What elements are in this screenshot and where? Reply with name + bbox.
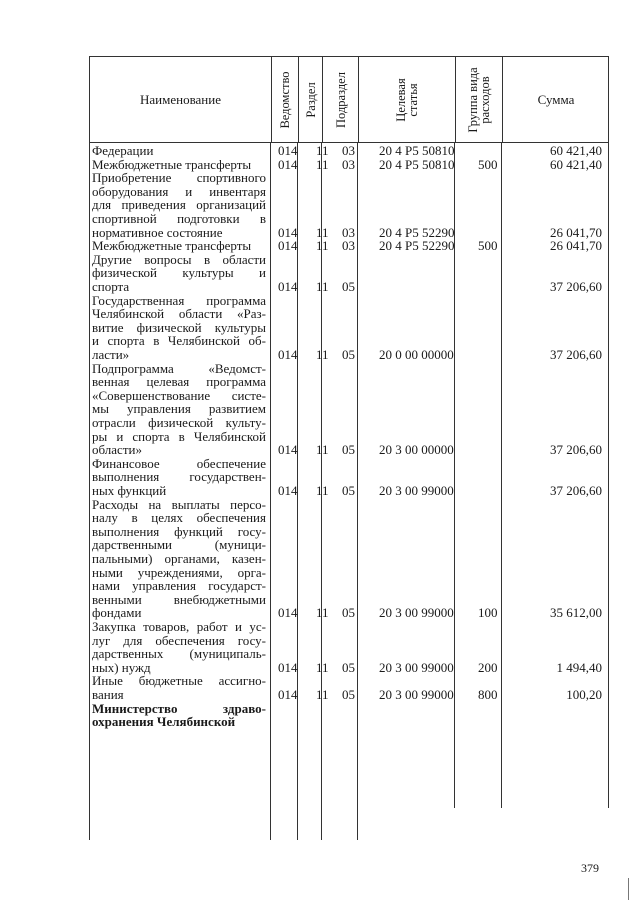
row-razdel: 11	[316, 659, 329, 675]
row-name-line: фондами	[92, 605, 142, 621]
header-gruppa-line2: расходов	[478, 76, 492, 124]
row-name-line: вания	[92, 686, 124, 702]
row-celevaya: 20 3 00 99000	[379, 686, 454, 702]
row-name-line: венными внебюджетными	[92, 591, 266, 607]
row-summa: 35 612,00	[550, 605, 602, 621]
row-vedomstvo: 014	[278, 442, 298, 458]
page-edge-mark	[628, 878, 629, 900]
row-name	[92, 620, 266, 674]
table-row	[0, 253, 640, 294]
row-name-line: спортивной подготовки в	[92, 210, 266, 226]
row-podrazdel: 05	[342, 686, 355, 702]
row-name-line: отрасли физической культу-	[92, 414, 266, 430]
row-summa: 1 494,40	[556, 659, 602, 675]
row-gruppa: 100	[478, 605, 498, 621]
row-celevaya: 20 0 00 00000	[379, 346, 454, 362]
row-name-line: дарственных (муниципаль-	[92, 646, 266, 662]
row-name-line: пальными) органами, казен-	[92, 550, 266, 566]
row-name-line: Другие вопросы в области	[92, 251, 266, 267]
row-name-line: венная целевая программа	[92, 374, 266, 390]
row-summa: 60 421,40	[550, 156, 602, 172]
row-name-line: нормативное состояние	[92, 224, 223, 240]
table-row	[0, 457, 640, 498]
row-name	[92, 674, 266, 701]
row-name-line: Государственная программа	[92, 292, 266, 308]
row-name	[92, 457, 266, 498]
row-name-line: физической культуры и	[92, 265, 266, 281]
row-summa: 60 421,40	[550, 143, 602, 158]
row-name-line: охранения Челябинской	[92, 714, 236, 730]
row-podrazdel: 05	[342, 482, 355, 498]
row-name-line: и спорта в Челябинской об-	[92, 333, 266, 349]
header-celevaya-label	[395, 78, 419, 121]
table-row	[0, 702, 640, 729]
header-podrazdel	[322, 57, 358, 143]
row-podrazdel: 03	[342, 156, 355, 172]
row-podrazdel: 03	[342, 238, 355, 254]
row-razdel: 11	[316, 482, 329, 498]
table-row	[0, 144, 640, 158]
table-row	[0, 674, 640, 701]
header-celevaya	[358, 57, 455, 143]
row-name-line: нами управления государст-	[92, 578, 266, 594]
row-vedomstvo: 014	[278, 346, 298, 362]
row-summa: 100,20	[566, 686, 602, 702]
row-name-line: оборудования и инвентаря	[92, 183, 266, 199]
header-summa-label: Сумма	[537, 92, 575, 107]
row-name-line: ными учреждениями, орга-	[92, 564, 266, 580]
table-row	[0, 171, 640, 239]
row-summa: 37 206,60	[550, 442, 602, 458]
row-podrazdel: 05	[342, 346, 355, 362]
row-celevaya: 20 4 P5 50810	[379, 156, 455, 172]
header-gruppa	[455, 57, 502, 143]
row-name-line: Приобретение спортивного	[92, 170, 266, 186]
row-name-line: витие физической культуры	[92, 319, 266, 335]
page-number: 379	[581, 861, 599, 875]
row-name-line: Министерство здраво-	[92, 700, 266, 716]
row-name	[92, 362, 266, 457]
table-header	[89, 56, 609, 143]
row-podrazdel: 05	[342, 442, 355, 458]
row-name-line: ных функций	[92, 482, 167, 498]
header-summa	[502, 57, 609, 143]
row-celevaya: 20 3 00 99000	[379, 482, 454, 498]
row-name	[92, 171, 266, 239]
header-celevaya-line1: Целевая	[394, 78, 408, 122]
row-name-line: Подпрограмма «Ведомст-	[92, 360, 266, 376]
header-name	[90, 57, 271, 143]
row-razdel: 11	[316, 686, 329, 702]
row-name-line: Закупка товаров, работ и ус-	[92, 619, 266, 634]
row-name	[92, 144, 266, 158]
row-name-line: луг для обеспечения госу-	[92, 632, 266, 648]
row-name-line: Межбюджетные трансферты	[92, 156, 252, 172]
row-name-line: налу в целях обеспечения	[92, 510, 266, 526]
row-razdel: 11	[316, 346, 329, 362]
row-podrazdel: 05	[342, 659, 355, 675]
row-razdel: 11	[316, 224, 329, 240]
row-vedomstvo: 014	[278, 224, 298, 240]
row-summa: 26 041,70	[550, 224, 602, 240]
row-vedomstvo: 014	[278, 156, 298, 172]
row-podrazdel: 05	[342, 278, 355, 294]
row-summa: 37 206,60	[550, 346, 602, 362]
row-celevaya: 20 4 P5 52290	[379, 224, 455, 240]
row-razdel: 11	[316, 238, 329, 254]
row-name-line: мы управления развитием	[92, 401, 266, 417]
row-vedomstvo: 014	[278, 278, 298, 294]
row-razdel: 11	[316, 605, 329, 621]
row-razdel: 11	[316, 442, 329, 458]
row-summa: 37 206,60	[550, 278, 602, 294]
row-name-line: Федерации	[92, 143, 154, 158]
header-gruppa-line1: Группа вида	[466, 67, 480, 133]
row-name	[92, 253, 266, 294]
row-name-line: Финансовое обеспечение	[92, 455, 266, 471]
table-row	[0, 620, 640, 674]
header-podrazdel-label: Подраздел	[333, 72, 348, 128]
row-vedomstvo: 014	[278, 605, 298, 621]
row-name-line: «Совершенствование систе-	[92, 387, 266, 403]
row-name-line: выполнения функций госу-	[92, 523, 266, 539]
row-gruppa: 500	[478, 156, 498, 172]
row-summa: 26 041,70	[550, 238, 602, 254]
row-name-line: ласти»	[92, 346, 130, 362]
table-row	[0, 498, 640, 620]
row-razdel: 11	[316, 278, 329, 294]
row-name-line: Иные бюджетные ассигно-	[92, 673, 266, 689]
row-podrazdel: 05	[342, 605, 355, 621]
row-name-line: для приведения организаций	[92, 197, 266, 213]
row-vedomstvo: 014	[278, 238, 298, 254]
row-summa: 37 206,60	[550, 482, 602, 498]
row-vedomstvo: 014	[278, 143, 298, 158]
row-name-line: Расходы на выплаты персо-	[92, 496, 266, 512]
header-name-label: Наименование	[140, 92, 221, 107]
header-razdel-label: Раздел	[303, 82, 318, 118]
header-celevaya-line2: статья	[406, 83, 420, 117]
row-podrazdel: 03	[342, 143, 355, 158]
row-name	[92, 239, 266, 253]
table-row	[0, 239, 640, 253]
row-razdel: 11	[316, 143, 329, 158]
header-gruppa-label	[467, 67, 491, 132]
table-row	[0, 158, 640, 172]
row-name	[92, 158, 266, 172]
row-gruppa: 500	[478, 238, 498, 254]
row-name-line: ры и спорта в Челябинской	[92, 428, 266, 444]
row-name-line: Челябинской области «Раз-	[92, 306, 266, 322]
row-name-line: дарственными (муници-	[92, 537, 266, 553]
row-name	[92, 702, 266, 729]
row-celevaya: 20 3 00 99000	[379, 659, 454, 675]
header-vedomstvo	[271, 57, 298, 143]
row-celevaya: 20 4 P5 52290	[379, 238, 455, 254]
row-name-line: ных) нужд	[92, 659, 151, 675]
row-celevaya: 20 4 P5 50810	[379, 143, 455, 158]
row-name-line: спорта	[92, 278, 130, 294]
table-row	[0, 294, 640, 362]
row-name-line: выполнения государствен-	[92, 469, 266, 485]
row-name-line: Межбюджетные трансферты	[92, 238, 252, 254]
row-celevaya: 20 3 00 00000	[379, 442, 454, 458]
row-gruppa: 200	[478, 659, 498, 675]
row-name	[92, 498, 266, 620]
row-name	[92, 294, 266, 362]
row-vedomstvo: 014	[278, 686, 298, 702]
row-gruppa: 800	[478, 686, 498, 702]
row-razdel: 11	[316, 156, 329, 172]
header-vedomstvo-label: Ведомство	[278, 71, 292, 129]
row-vedomstvo: 014	[278, 659, 298, 675]
table-row	[0, 362, 640, 457]
row-vedomstvo: 014	[278, 482, 298, 498]
row-podrazdel: 03	[342, 224, 355, 240]
row-name-line: области»	[92, 442, 142, 458]
row-celevaya: 20 3 00 99000	[379, 605, 454, 621]
header-razdel	[298, 57, 322, 143]
